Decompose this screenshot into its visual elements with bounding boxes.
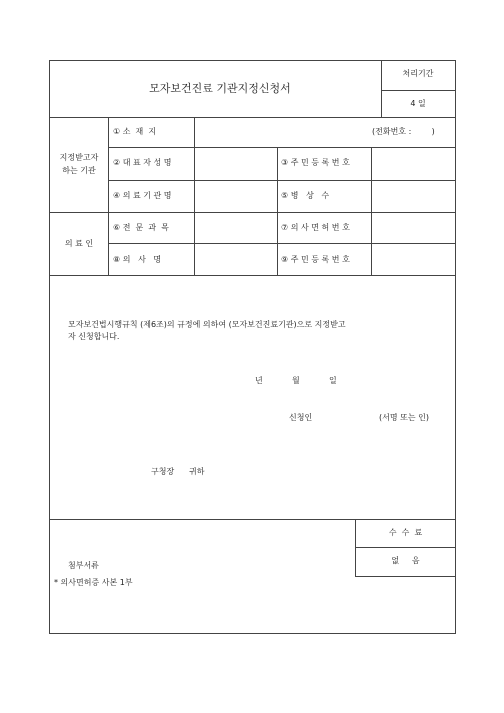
statement-line-1: 모자보건법시행규칙 (제6조)의 규정에 의하여 (모자보건진료기관)으로 지정받고 <box>68 320 346 329</box>
date-day-label: 일 <box>329 376 337 385</box>
institution-group-label-line2: 하는 기관 <box>62 166 96 175</box>
bed-count-label: ⑤ 병 상 수 <box>281 191 330 200</box>
doctor-resident-number-label: ⑨ 주 민 등 록 번 호 <box>281 255 350 264</box>
divider <box>371 148 372 212</box>
doctor-name-label: ⑧ 의 사 명 <box>113 255 162 264</box>
recipient-label: 구청장 <box>151 467 175 476</box>
divider <box>277 148 278 212</box>
recipient-suffix: 귀하 <box>189 467 205 476</box>
resident-number-label: ③ 주 민 등 록 번 호 <box>281 158 350 167</box>
attachment-item: * 의사면허증 사본 1부 <box>54 578 133 587</box>
divider <box>277 213 278 275</box>
date-month-label: 월 <box>292 376 300 385</box>
institution-group-label-line1: 지정받고자 <box>59 153 99 162</box>
phone-label: (전화번호 : ) <box>372 127 435 136</box>
institution-name-label: ④ 의 료 기 관 명 <box>113 191 172 200</box>
divider <box>50 275 455 276</box>
specialty-label: ⑥ 전 문 과 목 <box>113 223 169 232</box>
fee-label: 수 수 료 <box>388 528 423 537</box>
form-title: 모자보건진료 기관지정신청서 <box>149 82 291 95</box>
divider <box>108 147 455 148</box>
divider <box>355 576 455 577</box>
divider <box>50 212 455 213</box>
attachments-label: 첨부서류 <box>68 561 99 570</box>
divider <box>108 180 455 181</box>
address-label: ① 소 재 지 <box>113 127 157 136</box>
applicant-label: 신청인 <box>289 413 313 422</box>
doctor-group-label: 의 료 인 <box>64 239 94 248</box>
divider <box>108 243 455 244</box>
fee-value: 없 음 <box>391 556 420 565</box>
divider <box>381 90 455 91</box>
representative-name-label: ② 대 표 자 성 명 <box>113 158 172 167</box>
divider <box>355 547 455 548</box>
processing-period-value: 4 일 <box>410 99 426 108</box>
divider <box>194 118 195 275</box>
divider <box>371 213 372 275</box>
signature-label: (서명 또는 인) <box>379 413 429 422</box>
divider <box>50 519 455 520</box>
date-year-label: 년 <box>255 376 263 385</box>
divider <box>108 118 109 275</box>
divider <box>50 117 455 118</box>
license-number-label: ⑦ 의 사 면 허 번 호 <box>281 223 350 232</box>
statement-line-2: 자 신청합니다. <box>68 332 120 341</box>
processing-period-label: 처리기간 <box>402 69 434 78</box>
